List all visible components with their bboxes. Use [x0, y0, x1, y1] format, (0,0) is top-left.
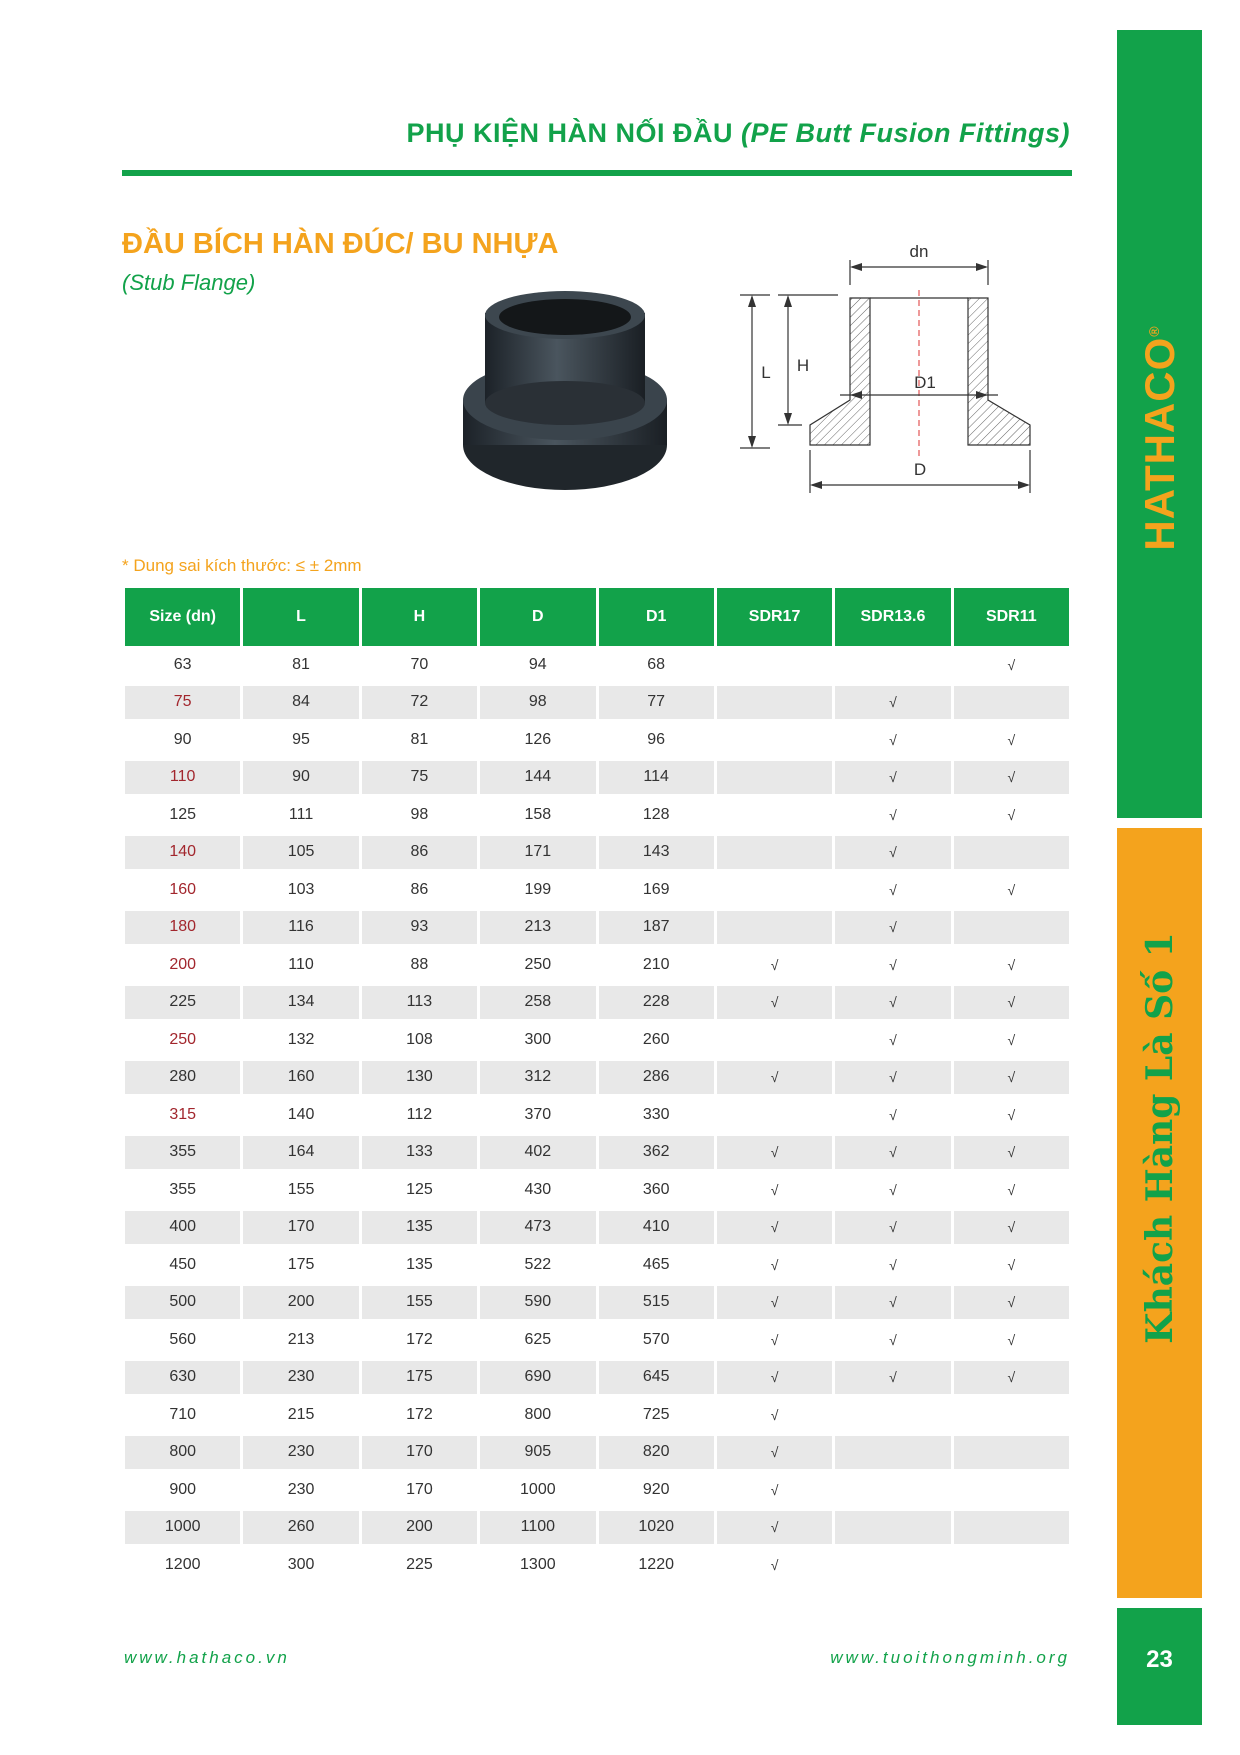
table-cell: 114: [599, 759, 714, 797]
table-row: [125, 684, 1069, 722]
sdr-check-cell: √: [717, 946, 832, 984]
table-row: [125, 1246, 1069, 1284]
table-cell: 473: [480, 1209, 595, 1247]
sdr-check-cell: √: [954, 984, 1069, 1022]
sdr-check-cell: [835, 1509, 950, 1547]
table-body: [125, 646, 1069, 1584]
table-cell: 355: [125, 1171, 240, 1209]
table-cell: 94: [480, 646, 595, 684]
product-subtitle: (Stub Flange): [122, 270, 256, 295]
column-header: H: [362, 588, 477, 646]
sdr-check-cell: √: [835, 1359, 950, 1397]
specification-table: [122, 588, 1072, 1584]
sdr-check-cell: [717, 1096, 832, 1134]
table-cell: 175: [243, 1246, 358, 1284]
table-cell: 125: [125, 796, 240, 834]
sdr-check-cell: [835, 1396, 950, 1434]
table-cell: 1300: [480, 1546, 595, 1584]
table-cell: 98: [362, 796, 477, 834]
table-cell: 300: [480, 1021, 595, 1059]
table-cell: 200: [243, 1284, 358, 1322]
sdr-check-cell: √: [954, 721, 1069, 759]
table-cell: 164: [243, 1134, 358, 1172]
sdr-check-cell: √: [954, 1284, 1069, 1322]
table-cell: 88: [362, 946, 477, 984]
sdr-check-cell: √: [717, 1359, 832, 1397]
sdr-check-cell: √: [835, 759, 950, 797]
table-cell: 410: [599, 1209, 714, 1247]
table-cell: 330: [599, 1096, 714, 1134]
sdr-check-cell: √: [835, 796, 950, 834]
table-cell: 103: [243, 871, 358, 909]
sdr-check-cell: √: [954, 759, 1069, 797]
sdr-check-cell: [835, 1546, 950, 1584]
table-cell: 200: [362, 1509, 477, 1547]
column-header: SDR17: [717, 588, 832, 646]
table-cell: 140: [125, 834, 240, 872]
table-row: [125, 834, 1069, 872]
table-row: [125, 946, 1069, 984]
table-cell: 170: [362, 1471, 477, 1509]
table-cell: 68: [599, 646, 714, 684]
sdr-check-cell: [954, 909, 1069, 947]
brand-logo-text: [1136, 325, 1184, 550]
table-cell: 900: [125, 1471, 240, 1509]
table-cell: 132: [243, 1021, 358, 1059]
table-cell: 286: [599, 1059, 714, 1097]
table-cell: 112: [362, 1096, 477, 1134]
header-title-main: PHỤ KIỆN HÀN NỐI ĐẦU: [406, 118, 734, 148]
table-cell: 1020: [599, 1509, 714, 1547]
table-cell: 160: [243, 1059, 358, 1097]
table-cell: 77: [599, 684, 714, 722]
table-cell: 250: [480, 946, 595, 984]
diagram-label-d: D: [913, 460, 927, 479]
table-cell: 63: [125, 646, 240, 684]
dimension-diagram: [720, 235, 1060, 515]
table-cell: 430: [480, 1171, 595, 1209]
table-cell: 210: [599, 946, 714, 984]
diagram-label-d1: D1: [914, 373, 936, 392]
sdr-check-cell: √: [717, 1246, 832, 1284]
table-cell: 1000: [480, 1471, 595, 1509]
table-cell: 355: [125, 1134, 240, 1172]
sdr-check-cell: √: [954, 796, 1069, 834]
table-cell: 362: [599, 1134, 714, 1172]
sdr-check-cell: [954, 684, 1069, 722]
table-cell: 110: [243, 946, 358, 984]
sdr-check-cell: [717, 1021, 832, 1059]
brand-name: HATHACO: [1135, 336, 1183, 551]
table-cell: 1200: [125, 1546, 240, 1584]
table-cell: 86: [362, 834, 477, 872]
page-header-title: [120, 118, 1070, 149]
sdr-check-cell: √: [717, 1134, 832, 1172]
table-cell: 800: [480, 1396, 595, 1434]
table-cell: 180: [125, 909, 240, 947]
sdr-check-cell: √: [835, 946, 950, 984]
table-cell: 560: [125, 1321, 240, 1359]
sdr-check-cell: √: [717, 1209, 832, 1247]
sdr-check-cell: √: [717, 1171, 832, 1209]
table-cell: 128: [599, 796, 714, 834]
sdr-check-cell: √: [717, 1546, 832, 1584]
sdr-check-cell: [717, 721, 832, 759]
sdr-check-cell: √: [954, 1134, 1069, 1172]
sdr-check-cell: √: [835, 1134, 950, 1172]
table-cell: 522: [480, 1246, 595, 1284]
table-cell: 450: [125, 1246, 240, 1284]
table-cell: 134: [243, 984, 358, 1022]
table-row: [125, 1059, 1069, 1097]
diagram-label-dn: dn: [909, 242, 929, 261]
table-cell: 155: [243, 1171, 358, 1209]
sidebar-slogan-panel: [1117, 828, 1202, 1598]
table-cell: 170: [243, 1209, 358, 1247]
table-cell: 113: [362, 984, 477, 1022]
sdr-check-cell: [717, 909, 832, 947]
table-cell: 155: [362, 1284, 477, 1322]
table-cell: 1100: [480, 1509, 595, 1547]
sdr-check-cell: √: [835, 1171, 950, 1209]
sdr-check-cell: √: [835, 1246, 950, 1284]
sdr-check-cell: √: [954, 1096, 1069, 1134]
table-cell: 230: [243, 1434, 358, 1472]
table-cell: 230: [243, 1359, 358, 1397]
sdr-check-cell: √: [835, 909, 950, 947]
sdr-check-cell: √: [954, 646, 1069, 684]
table-cell: 800: [125, 1434, 240, 1472]
table-cell: 130: [362, 1059, 477, 1097]
table-cell: 213: [480, 909, 595, 947]
sdr-check-cell: [954, 834, 1069, 872]
table-cell: 228: [599, 984, 714, 1022]
table-cell: 70: [362, 646, 477, 684]
table-cell: 1000: [125, 1509, 240, 1547]
table-cell: 725: [599, 1396, 714, 1434]
table-cell: 98: [480, 684, 595, 722]
table-cell: 72: [362, 684, 477, 722]
table-row: [125, 1096, 1069, 1134]
sdr-check-cell: [954, 1396, 1069, 1434]
sdr-check-cell: [717, 796, 832, 834]
sdr-check-cell: √: [835, 1059, 950, 1097]
table-row: [125, 1284, 1069, 1322]
product-title: ĐẦU BÍCH HÀN ĐÚC/ BU NHỰA: [122, 228, 559, 260]
table-cell: 86: [362, 871, 477, 909]
sdr-check-cell: √: [954, 1059, 1069, 1097]
sdr-check-cell: [717, 646, 832, 684]
table-row: [125, 1546, 1069, 1584]
sdr-check-cell: [835, 646, 950, 684]
sdr-check-cell: [717, 834, 832, 872]
table-cell: 81: [243, 646, 358, 684]
table-row: [125, 1321, 1069, 1359]
table-row: [125, 1171, 1069, 1209]
table-cell: 84: [243, 684, 358, 722]
sdr-check-cell: √: [717, 984, 832, 1022]
header-divider: [122, 170, 1072, 176]
sdr-check-cell: √: [835, 721, 950, 759]
sdr-check-cell: √: [717, 1471, 832, 1509]
slogan-text: Khách Hàng Là Số 1: [1138, 932, 1181, 1344]
table-row: [125, 646, 1069, 684]
sdr-check-cell: √: [835, 1284, 950, 1322]
table-cell: 95: [243, 721, 358, 759]
page-number-panel: [1117, 1608, 1202, 1725]
diagram-label-h: H: [796, 356, 810, 375]
column-header: L: [243, 588, 358, 646]
sidebar-brand-panel: [1117, 30, 1202, 818]
table-cell: 258: [480, 984, 595, 1022]
table-cell: 625: [480, 1321, 595, 1359]
sdr-check-cell: √: [717, 1396, 832, 1434]
sdr-check-cell: √: [717, 1284, 832, 1322]
registered-mark: ®: [1145, 325, 1162, 337]
table-header-row: [125, 588, 1069, 646]
table-cell: 111: [243, 796, 358, 834]
table-cell: 710: [125, 1396, 240, 1434]
sdr-check-cell: √: [835, 1021, 950, 1059]
table-cell: 96: [599, 721, 714, 759]
table-cell: 250: [125, 1021, 240, 1059]
table-cell: 230: [243, 1471, 358, 1509]
sdr-check-cell: [717, 871, 832, 909]
sdr-check-cell: √: [954, 1209, 1069, 1247]
table-cell: 175: [362, 1359, 477, 1397]
sdr-check-cell: √: [835, 1096, 950, 1134]
sdr-check-cell: √: [954, 1021, 1069, 1059]
table-cell: 1220: [599, 1546, 714, 1584]
table-cell: 590: [480, 1284, 595, 1322]
sdr-check-cell: [954, 1509, 1069, 1547]
table-cell: 820: [599, 1434, 714, 1472]
table-cell: 500: [125, 1284, 240, 1322]
footer-website-tuoithongminh[interactable]: www.tuoithongminh.org: [830, 1648, 1070, 1667]
table-cell: 360: [599, 1171, 714, 1209]
table-row: [125, 909, 1069, 947]
column-header: Size (dn): [125, 588, 240, 646]
slogan-text-wrapper: [1139, 932, 1181, 1343]
table-cell: 90: [243, 759, 358, 797]
table-row: [125, 1134, 1069, 1172]
footer-website-hathaco[interactable]: www.hathaco.vn: [124, 1648, 290, 1667]
table-cell: 135: [362, 1246, 477, 1284]
table-cell: 116: [243, 909, 358, 947]
table-row: [125, 796, 1069, 834]
table-cell: 225: [362, 1546, 477, 1584]
table-cell: 172: [362, 1321, 477, 1359]
sdr-check-cell: √: [835, 684, 950, 722]
table-cell: 133: [362, 1134, 477, 1172]
sdr-check-cell: √: [954, 871, 1069, 909]
table-cell: 172: [362, 1396, 477, 1434]
sdr-check-cell: √: [717, 1059, 832, 1097]
sdr-check-cell: √: [717, 1434, 832, 1472]
sdr-check-cell: √: [717, 1509, 832, 1547]
table-cell: 110: [125, 759, 240, 797]
sdr-check-cell: √: [954, 1321, 1069, 1359]
table-cell: 126: [480, 721, 595, 759]
table-row: [125, 1396, 1069, 1434]
table-cell: 465: [599, 1246, 714, 1284]
table-row: [125, 1509, 1069, 1547]
table-cell: 143: [599, 834, 714, 872]
table-cell: 170: [362, 1434, 477, 1472]
sdr-check-cell: √: [954, 946, 1069, 984]
table-cell: 370: [480, 1096, 595, 1134]
sdr-check-cell: √: [835, 984, 950, 1022]
table-cell: 140: [243, 1096, 358, 1134]
table-cell: 213: [243, 1321, 358, 1359]
table-cell: 144: [480, 759, 595, 797]
table-cell: 135: [362, 1209, 477, 1247]
diagram-label-l: L: [761, 363, 771, 382]
sdr-check-cell: [717, 684, 832, 722]
table-cell: 280: [125, 1059, 240, 1097]
table-cell: 300: [243, 1546, 358, 1584]
sdr-check-cell: [954, 1471, 1069, 1509]
sdr-check-cell: [835, 1471, 950, 1509]
header-title-english: (PE Butt Fusion Fittings): [741, 118, 1070, 148]
table-row: [125, 721, 1069, 759]
sdr-check-cell: [954, 1434, 1069, 1472]
column-header: D: [480, 588, 595, 646]
sdr-check-cell: √: [954, 1246, 1069, 1284]
table-cell: 125: [362, 1171, 477, 1209]
table-cell: 81: [362, 721, 477, 759]
table-cell: 260: [599, 1021, 714, 1059]
table-cell: 402: [480, 1134, 595, 1172]
table-cell: 171: [480, 834, 595, 872]
sdr-check-cell: [835, 1434, 950, 1472]
table-cell: 630: [125, 1359, 240, 1397]
table-cell: 169: [599, 871, 714, 909]
table-row: [125, 871, 1069, 909]
tolerance-note: * Dung sai kích thước: ≤ ± 2mm: [122, 556, 362, 575]
sdr-check-cell: √: [835, 871, 950, 909]
table-cell: 199: [480, 871, 595, 909]
table-row: [125, 1359, 1069, 1397]
table-row: [125, 759, 1069, 797]
table-cell: 570: [599, 1321, 714, 1359]
table-cell: 187: [599, 909, 714, 947]
sdr-check-cell: √: [717, 1321, 832, 1359]
table-cell: 160: [125, 871, 240, 909]
column-header: SDR11: [954, 588, 1069, 646]
table-cell: 400: [125, 1209, 240, 1247]
table-cell: 90: [125, 721, 240, 759]
table-cell: 158: [480, 796, 595, 834]
sdr-check-cell: √: [835, 1321, 950, 1359]
table-cell: 75: [125, 684, 240, 722]
sdr-check-cell: √: [954, 1359, 1069, 1397]
table-cell: 690: [480, 1359, 595, 1397]
page-number: 23: [1146, 1646, 1173, 1673]
sdr-check-cell: √: [835, 834, 950, 872]
table-cell: 312: [480, 1059, 595, 1097]
table-cell: 645: [599, 1359, 714, 1397]
sdr-check-cell: [954, 1546, 1069, 1584]
table-cell: 225: [125, 984, 240, 1022]
table-row: [125, 984, 1069, 1022]
table-cell: 105: [243, 834, 358, 872]
table-cell: 260: [243, 1509, 358, 1547]
sdr-check-cell: [717, 759, 832, 797]
product-photo: [455, 285, 675, 495]
table-cell: 315: [125, 1096, 240, 1134]
table-cell: 200: [125, 946, 240, 984]
sdr-check-cell: √: [835, 1209, 950, 1247]
table-row: [125, 1021, 1069, 1059]
table-row: [125, 1471, 1069, 1509]
table-cell: 920: [599, 1471, 714, 1509]
table-cell: 108: [362, 1021, 477, 1059]
table-row: [125, 1209, 1069, 1247]
table-cell: 215: [243, 1396, 358, 1434]
table-cell: 75: [362, 759, 477, 797]
sdr-check-cell: √: [954, 1171, 1069, 1209]
column-header: D1: [599, 588, 714, 646]
table-row: [125, 1434, 1069, 1472]
table-cell: 515: [599, 1284, 714, 1322]
table-cell: 93: [362, 909, 477, 947]
column-header: SDR13.6: [835, 588, 950, 646]
table-cell: 905: [480, 1434, 595, 1472]
